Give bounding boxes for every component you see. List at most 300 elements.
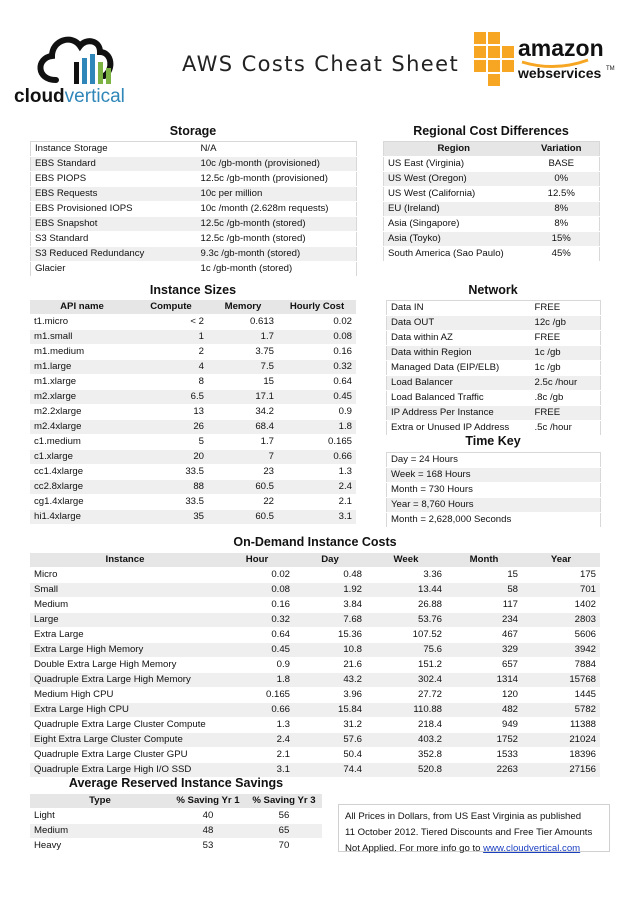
regional-row-cell: 45%: [524, 247, 600, 262]
instance-size-row-cell: m2.4xlarge: [30, 420, 134, 435]
ondemand-header-week: Week: [366, 553, 446, 568]
network-row-cell: 2.5c /hour: [531, 376, 601, 391]
network-row-cell: FREE: [531, 331, 601, 346]
instance-size-row: [30, 405, 356, 420]
on-demand-row-cell: 74.4: [294, 763, 366, 778]
on-demand-row-cell: Quadruple Extra Large High Memory: [30, 673, 220, 688]
on-demand-row-cell: Large: [30, 613, 220, 628]
on-demand-row: [30, 703, 600, 718]
regional-row-cell: Asia (Toyko): [384, 232, 524, 247]
regional-row-cell: 12.5%: [524, 187, 600, 202]
instance-size-row-cell: 0.32: [278, 360, 356, 375]
instance-size-row-cell: 34.2: [208, 405, 278, 420]
on-demand-row-cell: 27.72: [366, 688, 446, 703]
regional-row: [384, 247, 600, 262]
on-demand-row-cell: 50.4: [294, 748, 366, 763]
instance-size-row-cell: 5: [134, 435, 208, 450]
amazon-webservices-logo: [470, 26, 620, 88]
instance-size-row-cell: 1.7: [208, 330, 278, 345]
on-demand-row-cell: 117: [446, 598, 522, 613]
instance-size-row-cell: c1.xlarge: [30, 450, 134, 465]
on-demand-row-cell: 151.2: [366, 658, 446, 673]
instance-size-row-cell: m1.medium: [30, 345, 134, 360]
storage-row-cell: 1c /gb-month (stored): [197, 262, 357, 277]
brand-tm: TM: [606, 66, 615, 72]
network-row: [387, 316, 601, 331]
instance-size-row: [30, 435, 356, 450]
reserved-title: Average Reserved Instance Savings: [68, 776, 284, 790]
network-row-cell: Extra or Unused IP Address: [387, 421, 531, 436]
network-row: [387, 331, 601, 346]
instance-size-row-cell: 1.8: [278, 420, 356, 435]
regional-row-cell: 15%: [524, 232, 600, 247]
network-row-cell: Load Balanced Traffic: [387, 391, 531, 406]
footnote-line-2: 11 October 2012. Tiered Discounts and Free Tier Amounts: [345, 827, 593, 838]
instance-size-row-cell: 7.5: [208, 360, 278, 375]
instance-size-row-cell: cc2.8xlarge: [30, 480, 134, 495]
footnote: [338, 804, 610, 852]
on-demand-row-cell: 5782: [522, 703, 600, 718]
on-demand-row-cell: 2.1: [220, 748, 294, 763]
instance-size-row-cell: 2.1: [278, 495, 356, 510]
on-demand-row-cell: Double Extra Large High Memory: [30, 658, 220, 673]
reserved-header-yr1: % Saving Yr 1: [170, 794, 246, 809]
instance-size-row-cell: 2.4: [278, 480, 356, 495]
regional-row: [384, 232, 600, 247]
on-demand-row-cell: 0.48: [294, 568, 366, 583]
instance-size-row-cell: m2.xlarge: [30, 390, 134, 405]
network-row: [387, 301, 601, 316]
regional-row: [384, 202, 600, 217]
footnote-line-1: All Prices in Dollars, from US East Virginia as published: [345, 811, 582, 822]
time-key-row: [387, 453, 601, 468]
network-table: [386, 300, 601, 436]
on-demand-row-cell: 15: [446, 568, 522, 583]
brand-cloud: cloud: [14, 86, 65, 104]
on-demand-row-cell: 949: [446, 718, 522, 733]
cloudvertical-logo: [14, 22, 164, 104]
on-demand-row-cell: 218.4: [366, 718, 446, 733]
reserved-row-cell: Medium: [30, 824, 170, 839]
instance-size-row: [30, 360, 356, 375]
on-demand-row-cell: 15768: [522, 673, 600, 688]
svg-text:cloudvertical: [14, 86, 125, 104]
instance-size-row-cell: 1.3: [278, 465, 356, 480]
on-demand-row-cell: 482: [446, 703, 522, 718]
storage-row-cell: 12.5c /gb-month (stored): [197, 232, 357, 247]
on-demand-row: [30, 583, 600, 598]
network-row-cell: Data OUT: [387, 316, 531, 331]
ondemand-header-day: Day: [294, 553, 366, 568]
reserved-row-cell: 40: [170, 809, 246, 824]
on-demand-row-cell: 53.76: [366, 613, 446, 628]
reserved-row-cell: 70: [246, 839, 322, 854]
regional-row-cell: BASE: [524, 157, 600, 172]
instance-sizes-title: Instance Sizes: [149, 283, 237, 297]
ondemand-header-month: Month: [446, 553, 522, 568]
on-demand-row-cell: 0.45: [220, 643, 294, 658]
on-demand-row-cell: 467: [446, 628, 522, 643]
on-demand-row-cell: 21.6: [294, 658, 366, 673]
on-demand-row-cell: 107.52: [366, 628, 446, 643]
on-demand-row-cell: 75.6: [366, 643, 446, 658]
reserved-header-yr3: % Saving Yr 3: [246, 794, 322, 809]
on-demand-row-cell: 120: [446, 688, 522, 703]
on-demand-row-cell: 0.165: [220, 688, 294, 703]
on-demand-row-cell: 701: [522, 583, 600, 598]
instance-size-row: [30, 345, 356, 360]
regional-row: [384, 187, 600, 202]
network-row-cell: 12c /gb: [531, 316, 601, 331]
storage-row-cell: Instance Storage: [31, 142, 197, 157]
on-demand-row-cell: 352.8: [366, 748, 446, 763]
on-demand-row-cell: Medium: [30, 598, 220, 613]
reserved-row: [30, 809, 322, 824]
on-demand-row-cell: 10.8: [294, 643, 366, 658]
storage-row: [31, 202, 357, 217]
on-demand-row-cell: 31.2: [294, 718, 366, 733]
network-row-cell: FREE: [531, 301, 601, 316]
storage-row-cell: EBS Snapshot: [31, 217, 197, 232]
instance-size-row-cell: m1.xlarge: [30, 375, 134, 390]
instance-size-row-cell: 23: [208, 465, 278, 480]
reserved-row-cell: Light: [30, 809, 170, 824]
network-row: [387, 391, 601, 406]
regional-row-cell: US West (California): [384, 187, 524, 202]
on-demand-row: [30, 568, 600, 583]
on-demand-row-cell: 7884: [522, 658, 600, 673]
reserved-row-cell: 65: [246, 824, 322, 839]
on-demand-row-cell: 26.88: [366, 598, 446, 613]
on-demand-table: [30, 553, 600, 778]
storage-table: [30, 141, 357, 277]
on-demand-row-cell: 15.84: [294, 703, 366, 718]
instance-size-row: [30, 480, 356, 495]
sizes-header-compute: Compute: [134, 300, 208, 315]
storage-row-cell: 10c /gb-month (provisioned): [197, 157, 357, 172]
brand-amazon: amazon: [518, 35, 604, 61]
instance-size-row-cell: 2: [134, 345, 208, 360]
on-demand-row-cell: Micro: [30, 568, 220, 583]
instance-size-row-cell: 6.5: [134, 390, 208, 405]
instance-size-row-cell: 0.165: [278, 435, 356, 450]
regional-row: [384, 217, 600, 232]
on-demand-row-cell: 520.8: [366, 763, 446, 778]
network-row-cell: FREE: [531, 406, 601, 421]
instance-size-row-cell: 1.7: [208, 435, 278, 450]
brand-vertical: vertical: [64, 86, 125, 104]
regional-title: Regional Cost Differences: [413, 124, 569, 138]
on-demand-row-cell: Quadruple Extra Large Cluster Compute: [30, 718, 220, 733]
on-demand-row-cell: Quadruple Extra Large Cluster GPU: [30, 748, 220, 763]
regional-row: [384, 172, 600, 187]
on-demand-row-cell: 43.2: [294, 673, 366, 688]
instance-size-row-cell: 60.5: [208, 480, 278, 495]
on-demand-row-cell: 1402: [522, 598, 600, 613]
cloud-upload-icon: [40, 40, 111, 84]
instance-size-row: [30, 510, 356, 525]
page-title: AWS Costs Cheat Sheet: [182, 52, 460, 76]
time-key-row: [387, 513, 601, 528]
instance-size-row: [30, 375, 356, 390]
instance-size-row-cell: 68.4: [208, 420, 278, 435]
network-row-cell: 1c /gb: [531, 361, 601, 376]
on-demand-row-cell: 302.4: [366, 673, 446, 688]
on-demand-row-cell: 3.96: [294, 688, 366, 703]
on-demand-title: On-Demand Instance Costs: [233, 535, 397, 549]
storage-row: [31, 217, 357, 232]
instance-size-row-cell: 88: [134, 480, 208, 495]
on-demand-row-cell: 18396: [522, 748, 600, 763]
regional-header-region: Region: [384, 142, 524, 157]
network-row-cell: Data IN: [387, 301, 531, 316]
on-demand-row-cell: Extra Large High CPU: [30, 703, 220, 718]
instance-size-row-cell: m1.large: [30, 360, 134, 375]
on-demand-row-cell: 2803: [522, 613, 600, 628]
instance-size-row-cell: 33.5: [134, 465, 208, 480]
storage-row: [31, 157, 357, 172]
instance-size-row-cell: c1.medium: [30, 435, 134, 450]
instance-size-row-cell: 13: [134, 405, 208, 420]
storage-row-cell: 10c per million: [197, 187, 357, 202]
on-demand-row: [30, 658, 600, 673]
instance-size-row-cell: 0.08: [278, 330, 356, 345]
time-key-row-cell: Day = 24 Hours: [387, 453, 601, 468]
on-demand-row-cell: 3.36: [366, 568, 446, 583]
instance-size-row: [30, 450, 356, 465]
instance-size-row-cell: m1.small: [30, 330, 134, 345]
on-demand-row-cell: Eight Extra Large Cluster Compute: [30, 733, 220, 748]
instance-size-row-cell: 0.02: [278, 315, 356, 330]
instance-size-row: [30, 465, 356, 480]
instance-size-row-cell: 8: [134, 375, 208, 390]
on-demand-row-cell: 1752: [446, 733, 522, 748]
regional-table: [383, 141, 600, 262]
storage-row-cell: Glacier: [31, 262, 197, 277]
regional-row-cell: Asia (Singapore): [384, 217, 524, 232]
time-key-row: [387, 468, 601, 483]
on-demand-row: [30, 733, 600, 748]
on-demand-row: [30, 673, 600, 688]
sizes-header-api: API name: [30, 300, 134, 315]
storage-row-cell: EBS PIOPS: [31, 172, 197, 187]
instance-size-row: [30, 495, 356, 510]
network-row-cell: Data within AZ: [387, 331, 531, 346]
storage-row: [31, 187, 357, 202]
on-demand-row: [30, 718, 600, 733]
reserved-row: [30, 824, 322, 839]
on-demand-row-cell: 1314: [446, 673, 522, 688]
on-demand-row: [30, 613, 600, 628]
instance-size-row-cell: 17.1: [208, 390, 278, 405]
instance-size-row-cell: 0.66: [278, 450, 356, 465]
on-demand-row-cell: 21024: [522, 733, 600, 748]
on-demand-row-cell: 403.2: [366, 733, 446, 748]
time-key-title: Time Key: [465, 434, 521, 448]
aws-cubes-icon: [474, 32, 514, 86]
ondemand-header-hour: Hour: [220, 553, 294, 568]
on-demand-row-cell: 1445: [522, 688, 600, 703]
on-demand-row-cell: Quadruple Extra Large High I/O SSD: [30, 763, 220, 778]
on-demand-row-cell: 0.16: [220, 598, 294, 613]
instance-sizes-table: [30, 300, 356, 525]
on-demand-row-cell: 0.32: [220, 613, 294, 628]
storage-row-cell: N/A: [197, 142, 357, 157]
on-demand-row-cell: 11388: [522, 718, 600, 733]
instance-size-row-cell: t1.micro: [30, 315, 134, 330]
on-demand-row-cell: 3.1: [220, 763, 294, 778]
instance-size-row: [30, 420, 356, 435]
on-demand-row: [30, 688, 600, 703]
on-demand-row: [30, 628, 600, 643]
on-demand-row: [30, 643, 600, 658]
regional-row-cell: US East (Virginia): [384, 157, 524, 172]
network-title: Network: [468, 283, 518, 297]
instance-size-row-cell: cg1.4xlarge: [30, 495, 134, 510]
instance-size-row-cell: m2.2xlarge: [30, 405, 134, 420]
on-demand-row-cell: 110.88: [366, 703, 446, 718]
reserved-row-cell: 53: [170, 839, 246, 854]
instance-size-row-cell: 0.64: [278, 375, 356, 390]
on-demand-row-cell: 5606: [522, 628, 600, 643]
instance-size-row-cell: 26: [134, 420, 208, 435]
instance-size-row-cell: 0.45: [278, 390, 356, 405]
instance-size-row-cell: 15: [208, 375, 278, 390]
on-demand-row-cell: 58: [446, 583, 522, 598]
storage-row-cell: S3 Reduced Redundancy: [31, 247, 197, 262]
storage-title: Storage: [169, 124, 217, 138]
footnote-prefix: Not Applied. For more info go to: [345, 843, 484, 854]
instance-size-row-cell: 7: [208, 450, 278, 465]
on-demand-row-cell: 1.92: [294, 583, 366, 598]
storage-row-cell: 10c /month (2.628m requests): [197, 202, 357, 217]
storage-row-cell: EBS Requests: [31, 187, 197, 202]
instance-size-row: [30, 330, 356, 345]
instance-size-row-cell: 35: [134, 510, 208, 525]
on-demand-row-cell: 1533: [446, 748, 522, 763]
brand-webservices: webservices: [518, 65, 602, 81]
time-key-row-cell: Week = 168 Hours: [387, 468, 601, 483]
network-row-cell: .8c /gb: [531, 391, 601, 406]
instance-size-row: [30, 390, 356, 405]
network-row-cell: 1c /gb: [531, 346, 601, 361]
network-row: [387, 346, 601, 361]
ondemand-header-year: Year: [522, 553, 600, 568]
instance-size-row-cell: 3.75: [208, 345, 278, 360]
regional-row: [384, 157, 600, 172]
sizes-header-cost: Hourly Cost: [278, 300, 356, 315]
network-row: [387, 406, 601, 421]
on-demand-row-cell: 13.44: [366, 583, 446, 598]
regional-row-cell: 8%: [524, 202, 600, 217]
instance-size-row-cell: 20: [134, 450, 208, 465]
instance-size-row-cell: 0.9: [278, 405, 356, 420]
regional-row-cell: South America (Sao Paulo): [384, 247, 524, 262]
time-key-row-cell: Month = 730 Hours: [387, 483, 601, 498]
network-row-cell: Data within Region: [387, 346, 531, 361]
time-key-row-cell: Year = 8,760 Hours: [387, 498, 601, 513]
on-demand-row-cell: 0.08: [220, 583, 294, 598]
instance-size-row: [30, 315, 356, 330]
instance-size-row-cell: 33.5: [134, 495, 208, 510]
network-row-cell: Load Balancer: [387, 376, 531, 391]
time-key-row-cell: Month = 2,628,000 Seconds: [387, 513, 601, 528]
instance-size-row-cell: 22: [208, 495, 278, 510]
storage-row: [31, 247, 357, 262]
network-row-cell: IP Address Per Instance: [387, 406, 531, 421]
reserved-header-type: Type: [30, 794, 170, 809]
on-demand-row-cell: 0.66: [220, 703, 294, 718]
storage-row: [31, 142, 357, 157]
on-demand-row-cell: 0.64: [220, 628, 294, 643]
network-row-cell: .5c /hour: [531, 421, 601, 436]
on-demand-row-cell: 0.02: [220, 568, 294, 583]
instance-size-row-cell: 0.613: [208, 315, 278, 330]
instance-size-row-cell: 4: [134, 360, 208, 375]
cloudvertical-link[interactable]: www.cloudvertical.com: [483, 843, 581, 854]
on-demand-row-cell: 3942: [522, 643, 600, 658]
on-demand-row-cell: 15.36: [294, 628, 366, 643]
footnote-line-3: [345, 841, 603, 857]
storage-row-cell: EBS Provisioned IOPS: [31, 202, 197, 217]
time-key-row: [387, 483, 601, 498]
on-demand-row-cell: 1.8: [220, 673, 294, 688]
storage-row-cell: 12.5c /gb-month (stored): [197, 217, 357, 232]
on-demand-row-cell: 7.68: [294, 613, 366, 628]
reserved-row: [30, 839, 322, 854]
instance-size-row-cell: hi1.4xlarge: [30, 510, 134, 525]
storage-row-cell: 12.5c /gb-month (provisioned): [197, 172, 357, 187]
on-demand-row-cell: 57.6: [294, 733, 366, 748]
on-demand-row-cell: 234: [446, 613, 522, 628]
time-key-row: [387, 498, 601, 513]
on-demand-row-cell: 175: [522, 568, 600, 583]
on-demand-row-cell: Extra Large High Memory: [30, 643, 220, 658]
regional-header-variation: Variation: [524, 142, 600, 157]
regional-row-cell: 0%: [524, 172, 600, 187]
storage-row: [31, 232, 357, 247]
network-row: [387, 361, 601, 376]
reserved-row-cell: 48: [170, 824, 246, 839]
regional-row-cell: 8%: [524, 217, 600, 232]
on-demand-row-cell: 657: [446, 658, 522, 673]
on-demand-row-cell: 2.4: [220, 733, 294, 748]
instance-size-row-cell: 0.16: [278, 345, 356, 360]
storage-row: [31, 172, 357, 187]
on-demand-row: [30, 748, 600, 763]
on-demand-row-cell: Small: [30, 583, 220, 598]
on-demand-row-cell: Extra Large: [30, 628, 220, 643]
regional-row-cell: EU (Ireland): [384, 202, 524, 217]
instance-size-row-cell: 3.1: [278, 510, 356, 525]
regional-row-cell: US West (Oregon): [384, 172, 524, 187]
instance-size-row-cell: 1: [134, 330, 208, 345]
network-row-cell: Managed Data (EIP/ELB): [387, 361, 531, 376]
storage-row-cell: S3 Standard: [31, 232, 197, 247]
ondemand-header-instance: Instance: [30, 553, 220, 568]
time-key-table: [386, 452, 601, 528]
reserved-row-cell: Heavy: [30, 839, 170, 854]
on-demand-row-cell: 329: [446, 643, 522, 658]
storage-row: [31, 262, 357, 277]
storage-row-cell: EBS Standard: [31, 157, 197, 172]
sizes-header-memory: Memory: [208, 300, 278, 315]
on-demand-row-cell: 27156: [522, 763, 600, 778]
on-demand-row-cell: 2263: [446, 763, 522, 778]
reserved-row-cell: 56: [246, 809, 322, 824]
on-demand-row-cell: 0.9: [220, 658, 294, 673]
instance-size-row-cell: 60.5: [208, 510, 278, 525]
